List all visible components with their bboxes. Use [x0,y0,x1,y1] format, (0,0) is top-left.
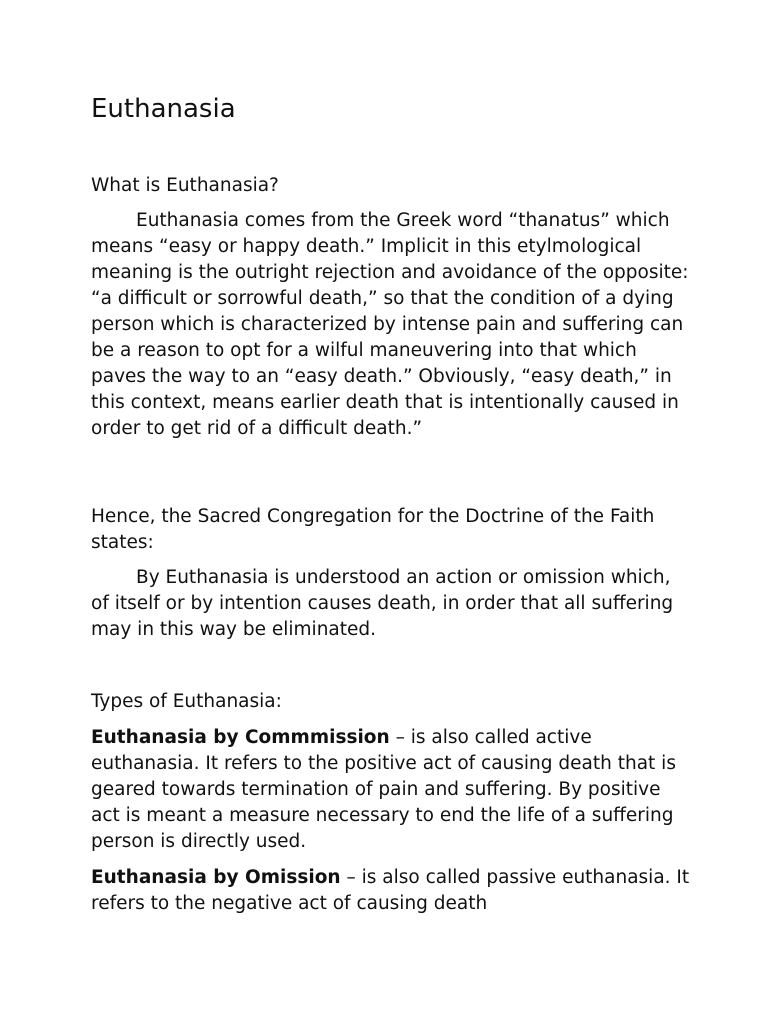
definition-paragraph: Euthanasia comes from the Greek word “thanatus” which means “easy or happy death.” Implicit in this etylmological meaning is the outright rejection and avoidance of the opposite: “a difficult or sorrowful death,” so that the condition of a dying person which is characterized by intense pain and suffering can be a reason to opt for a wilful maneuvering into that which paves the way to an “easy death.” Obviously, “easy death,” in this context, means earlier death that is intentionally caused in order to get rid of a difficult death.” [91,210,689,439]
type-commission-paragraph [91,725,691,855]
type-commission-term: Euthanasia by Commmission [91,727,390,748]
type-omission-definition: – is also called passive euthanasia. It refers to the negative act of causing death [91,867,690,914]
question-heading: What is Euthanasia? [91,175,279,196]
quote-paragraph: By Euthanasia is understood an action or omission which, of itself or by intention causes death, in order that all suffering may in this way be eliminated. [91,567,674,640]
congregation-paragraph: Hence, the Sacred Congregation for the Doctrine of the Faith states: [91,506,655,553]
type-omission-term: Euthanasia by Omission [91,867,341,888]
types-heading: Types of Euthanasia: [91,691,282,712]
type-commission-definition: – is also called active euthanasia. It refers to the positive act of causing death that is geared towards termination of pain and suffering. By positive act is meant a measure necessary to end the life of a suffering person is directly used. [91,727,676,852]
document-title: Euthanasia [91,94,236,124]
type-omission-paragraph [91,865,691,917]
